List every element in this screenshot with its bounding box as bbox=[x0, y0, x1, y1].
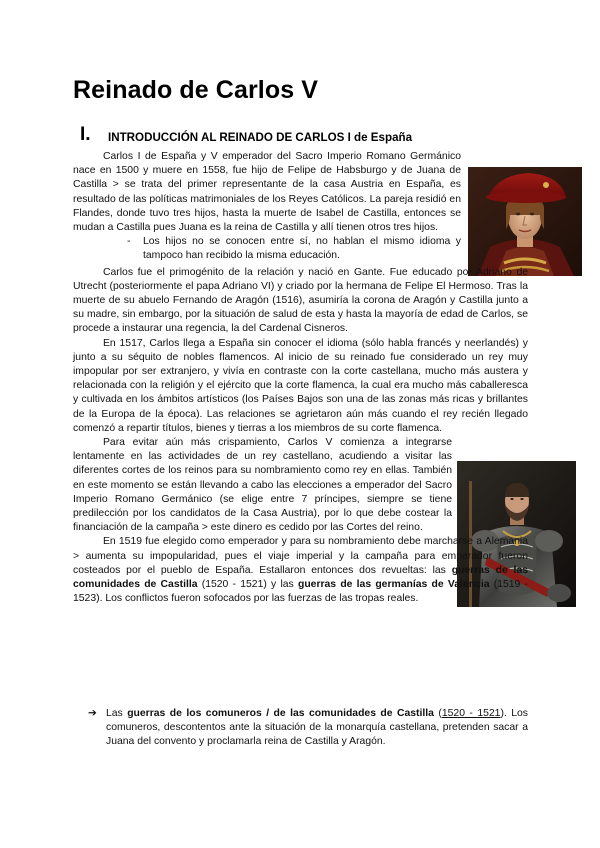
paragraph-5-text-d: (1519 - 1523). Los conflictos fueron sofocados por las fuerzas de las tropas reales. bbox=[73, 579, 528, 605]
section-number: I. bbox=[80, 124, 91, 145]
body-text bbox=[73, 150, 528, 607]
paragraph-3: En 1517, Carlos llega a España sin conocer el idioma (sólo habla francés y neerlandés) y junto a su séquito de nobles flamencos. Al inicio de su reinado fue considerado un rey muy impopular por ser extranjero, y vivía en contraste con la corte castellana, mucho más austera y relacionada con la religión y el ejército que la corte flamenca, la cual era mucho más caballeresca y cultivada en los ámbitos artísticos (los Países Bajos son una de las zonas más ricas y brillantes de la Europa de la época). Las relaciones se agrietaron aún más cuando el rey recién llegado comenzó a repartir títulos, bienes y tierras a los miembros de su corte flamenca. bbox=[73, 337, 528, 434]
arrow-bullet-text bbox=[106, 707, 528, 750]
paragraph-5 bbox=[73, 535, 528, 606]
list-item-text: Los hijos no se conocen entre sí, no hablan el mismo idioma y tampoco han recibido la misma educación. bbox=[143, 236, 461, 262]
arrow-bullet-item bbox=[88, 707, 528, 750]
bullet-pre: Las bbox=[106, 708, 128, 719]
bullet-dates: 1520 - 1521 bbox=[441, 708, 501, 719]
paragraph-4: Para evitar aún más crispamiento, Carlos V comienza a integrarse lentamente en las actividades de un rey castellano, acudiendo a visitar las diferentes cortes de los reinos para su nombramiento como rey en ellas. También en este momento se están llevando a cabo las elecciones a emperador del Sacro Imperio Romano Germánico (se elige entre 7 príncipes, siempre se tiene predilección por los candidatos de la Casa Austria), por lo que debe costear la financiación de la campaña > este dinero es cedido por las Cortes del reino. bbox=[73, 437, 452, 534]
term-comunidades-castilla: guerras de las comunidades de Castilla bbox=[73, 564, 529, 591]
paragraph-5-text-a: En 1519 fue elegido como emperador y para su nombramiento debe marcharse a Alemania > aumenta su impopularidad, pues el viaje imperial y la campaña para emperador fueron costeados por el pueblo de España. Estallaron entonces dos revueltas: las bbox=[73, 536, 528, 576]
paragraph-2: Carlos fue el primogénito de la relación y nació en Gante. Fue educado por Adriano de Utrecht (posteriormente el papa Adriano VI) y criado por la hermana de Felipe El Hermoso. Tras la muerte de su abuelo Fernando de Aragón (1516), asumiría la corona de Aragón y Castilla junto a su madre, sin embargo, por la situación de salud de esta y hasta la mayoría de edad de Carlos, se procede a instaurar una regencia, la del Cardenal Cisneros. bbox=[73, 266, 528, 335]
section-heading: INTRODUCCIÓN AL REINADO DE CARLOS I de España bbox=[108, 131, 413, 144]
bullet-list bbox=[73, 235, 461, 263]
dash-bullet: - bbox=[127, 236, 131, 248]
list-item bbox=[73, 235, 461, 263]
bullet-mid: ( bbox=[433, 708, 442, 719]
term-germanias-valencia: guerras de las germanías de Valencia bbox=[297, 579, 490, 591]
bullet-bold-term: guerras de los comuneros / de las comunidades de Castilla bbox=[127, 708, 434, 719]
arrow-right-icon: ➔ bbox=[88, 708, 97, 719]
paragraph-5-text-c: (1520 - 1521) y las bbox=[197, 579, 298, 591]
bullet-post: ). Los comuneros, descontentos ante la situación de la monarquía castellana, pretenden sacar a Juana del convento y proclamarla reina de Castilla y Aragón. bbox=[106, 708, 528, 748]
paragraph-1: Carlos I de España y V emperador del Sacro Imperio Romano Germánico nace en 1500 y muere en 1558, fue hijo de Felipe de Habsburgo y de Juana de Castilla > se trata del primer representante de la casa Austria en España, es resultado de las políticas matrimoniales de los Reyes Católicos. La pareja residió en Flandes, donde tuvo tres hijos, hasta la muerte de Isabel de Castilla, entonces se mudan a Castilla pues Juana es la reina de Castilla y allí tienen otros tres hijos. bbox=[73, 151, 461, 234]
page-title: Reinado de Carlos V bbox=[73, 76, 319, 104]
